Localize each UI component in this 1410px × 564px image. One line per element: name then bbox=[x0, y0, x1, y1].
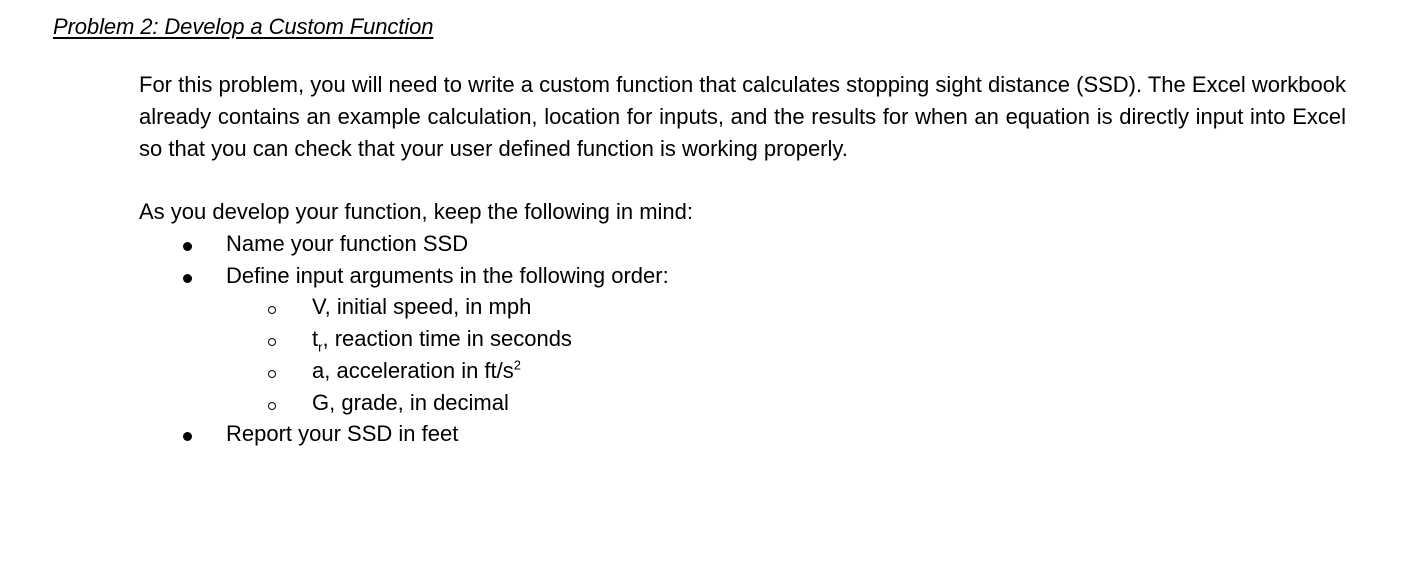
bullet-report-feet: Report your SSD in feet bbox=[226, 421, 459, 446]
bullet-disc bbox=[183, 228, 192, 260]
sub-bullet-circle bbox=[268, 291, 276, 323]
bullet-disc bbox=[183, 418, 192, 450]
reaction-text: , reaction time in seconds bbox=[322, 326, 572, 351]
bullet-define-arguments: Define input arguments in the following order: bbox=[226, 263, 669, 288]
arg-grade: G, grade, in decimal bbox=[312, 390, 509, 415]
intro-paragraph: For this problem, you will need to write a custom function that calculates stopping sight distance (SSD). The Excel workbook already contains an example calculation, location for inputs, and the results for when an equation is directly input into Excel so that you can check that your user defined function is working properly. bbox=[139, 72, 1346, 161]
arg-acceleration bbox=[312, 355, 521, 387]
sub-bullet-circle bbox=[268, 355, 276, 387]
reaction-subscript: r bbox=[318, 339, 323, 355]
bullet-name-function: Name your function SSD bbox=[226, 231, 469, 256]
acceleration-text: a, acceleration in ft/s bbox=[312, 358, 514, 383]
guidelines-lead: As you develop your function, keep the following in mind: bbox=[139, 199, 693, 224]
arg-reaction-time bbox=[312, 323, 572, 355]
reaction-symbol: t bbox=[312, 326, 319, 351]
problem-heading: Problem 2: Develop a Custom Function bbox=[53, 14, 434, 39]
bullet-disc bbox=[183, 260, 192, 292]
arg-initial-speed: V, initial speed, in mph bbox=[312, 294, 532, 319]
sub-bullet-circle bbox=[268, 387, 276, 419]
sub-bullet-circle bbox=[268, 323, 276, 355]
acceleration-superscript: 2 bbox=[513, 357, 522, 373]
